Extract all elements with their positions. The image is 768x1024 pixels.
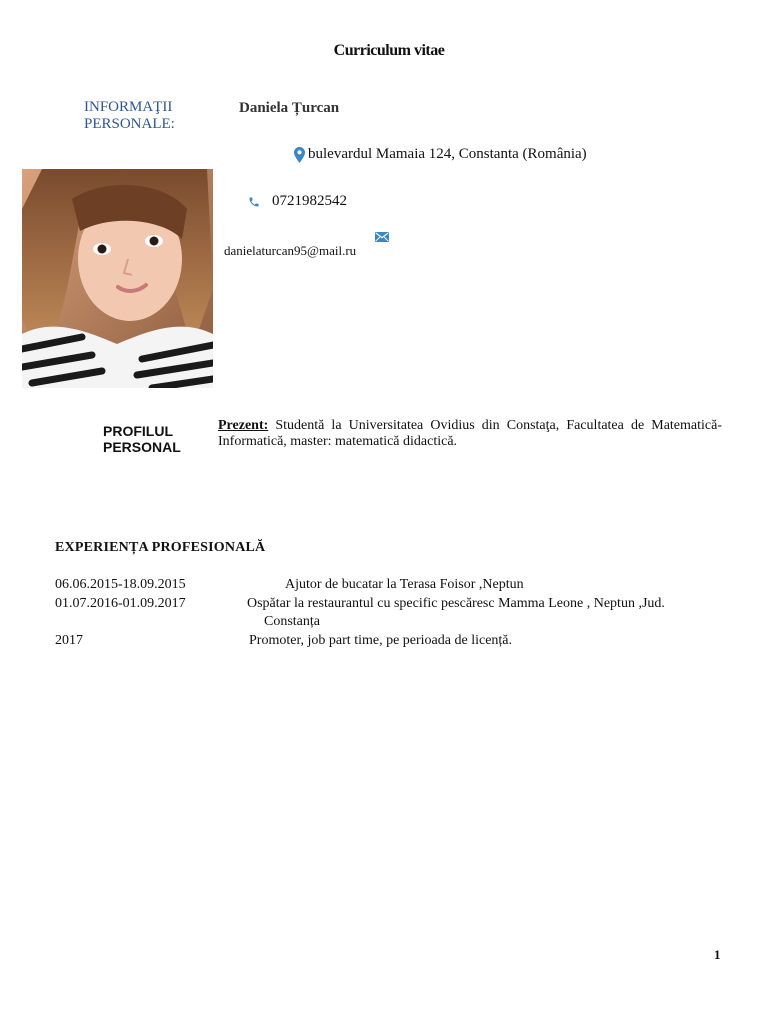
personal-info-label [84,99,175,133]
experience-description: Promoter, job part time, pe perioada de licență. [249,633,513,648]
phone-number: 0721982542 [272,193,347,209]
envelope-icon [375,232,389,242]
personal-info-label-line2: PERSONALE: [84,116,175,132]
map-pin-icon [294,147,305,163]
profile-heading-line1: PROFILUL [103,423,173,439]
page-number: 1 [714,947,721,962]
profile-description: Studentă la Universitatea Ovidius din Constaţa, Facultatea de Matematică-Informatică, master: matematică didactică. [218,418,722,449]
person-name: Daniela Țurcan [239,100,340,116]
experience-description-continued: Constanța [264,614,320,629]
address-line [294,146,587,163]
experience-heading: EXPERIENȚA PROFESIONALĂ [55,540,266,555]
profile-present-label: Prezent: [218,418,269,433]
experience-date: 06.06.2015-18.09.2015 [55,577,186,592]
phone-line [248,193,347,210]
document-title: Curriculum vitae [333,42,445,59]
profile-text [218,418,722,450]
address-text: bulevardul Mamaia 124, Constanta (România) [308,146,587,162]
profile-photo [22,169,213,388]
personal-info-label-line1: INFORMAŢII [84,99,173,115]
experience-date: 2017 [55,633,83,648]
experience-description: Ospătar la restaurantul cu specific pescăresc Mamma Leone , Neptun ,Jud. [247,596,665,611]
experience-description: Ajutor de bucatar la Terasa Foisor ,Neptun [285,577,524,592]
phone-icon [248,196,260,208]
email-address: danielaturcan95@mail.ru [224,243,357,258]
profile-heading-line2: PERSONAL [103,439,181,455]
profile-section-heading [103,423,181,455]
experience-date: 01.07.2016-01.09.2017 [55,596,186,611]
